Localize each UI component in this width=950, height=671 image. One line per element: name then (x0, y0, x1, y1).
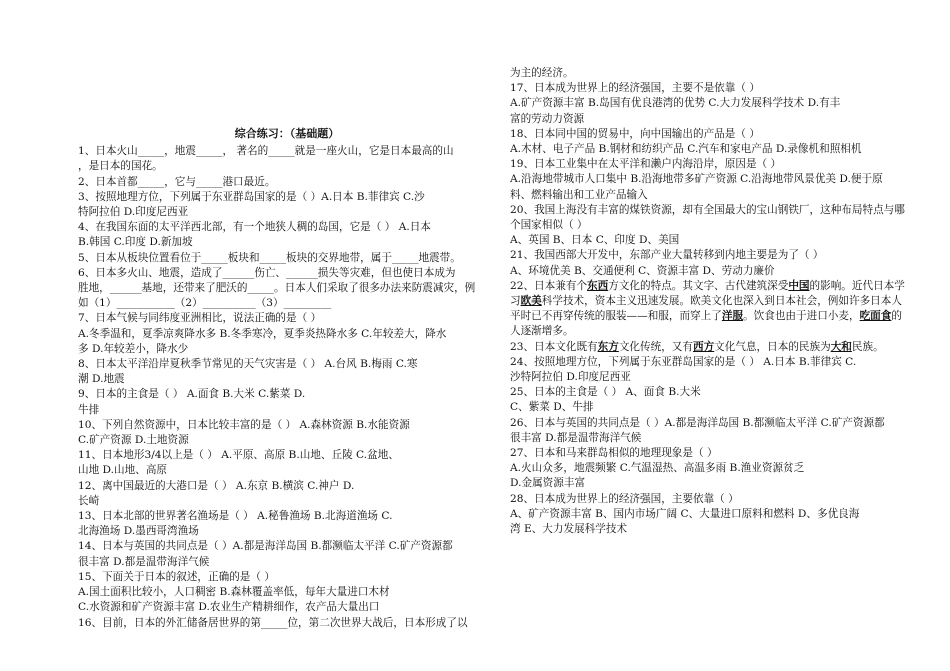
question-line: 13、日本北部的世界著名渔场是（ ） A.秘鲁渔场 B.北海道渔场 C. (78, 510, 393, 523)
question-line: A.冬季温和，夏季凉爽降水多 B.冬季寒冷，夏季炎热降水多 C.年较差大，降水 (78, 327, 447, 340)
question-line: 25、日本的主食是（ ） A、面食 B.大米 (510, 386, 701, 399)
q23-line: 23、日本文化既有东方文化传统，又有西方文化气息，日本的民族为大和民族。 (510, 340, 884, 353)
question-line: ，是日本的国花。 (78, 160, 163, 173)
answer-text: 西方 (692, 340, 715, 353)
left-question-lines (78, 144, 496, 631)
question-line: 胜地，______基地，还带来了肥沃的_____。日本人们采取了很多办法来防震减灾，例 (78, 282, 476, 295)
question-line: 富的劳动力资源 (510, 112, 585, 125)
question-line: 潮 D.地震 (78, 373, 125, 386)
question-line: 1、日本火山_____，地震_____， 著名的_____就是一座火山，它是日本最高的山 (78, 145, 454, 158)
question-line: 16、目前，日本的外汇储备居世界的第_____位，第二次世界大战后，日本形成了以 (78, 616, 468, 629)
question-line: 10、下列自然资源中，日本比较丰富的是（ ） A.森林资源 B.水能资源 (78, 418, 410, 431)
q22-line-1: 22、日本兼有个东西方文化的特点。其文字、古代建筑深受中国的影响。近代日本学 (510, 279, 905, 292)
question-line: 28、日本成为世界上的经济强国，主要依靠（ ） (510, 492, 739, 505)
question-line: 15、下面关于日本的叙述，正确的是（ ） (78, 570, 275, 583)
question-line: 24、按照地理方位，下列属于东亚群岛国家的是（ ） A.日本 B.菲律宾 C. (510, 355, 857, 368)
question-line: 很丰富 D.都是温带海洋气候 (78, 555, 210, 568)
page-title: 综合练习：（基础题） (234, 127, 340, 140)
question-line: A.木材、电子产品 B.钢材和纺织产品 C.汽车和家电产品 D.录像机和照相机 (510, 143, 862, 156)
question-line: 多 D.年较差小，降水少 (78, 342, 189, 355)
question-line: 18、日本同中国的贸易中，向中国输出的产品是（ ） (510, 127, 760, 140)
question-line: 湾 E、大力发展科学技术 (510, 523, 628, 536)
answer-text: 中国 (788, 279, 810, 292)
question-line: C、紫菜 D、牛排 (510, 401, 594, 414)
question-line: 4、在我国东面的太平洋西北部，有一个地狭人稠的岛国，它是（ ） A.日本 (78, 221, 431, 234)
q22-line-4: 人逐渐增多。 (510, 325, 574, 338)
right-column (510, 66, 922, 537)
question-line: 17、日本成为世界上的经济强国，主要不是依靠（ ） (510, 82, 760, 95)
answer-text: 大和 (830, 340, 852, 353)
question-line: A、英国 B、日本 C、印度 D、美国 (510, 234, 680, 247)
question-line: 26、日本与英国的共同点是（ ）A.都是海洋岛国 B.都濒临太平洋 C.矿产资源都 (510, 416, 885, 429)
question-line: 长崎 (78, 494, 100, 507)
q22-line-3: 平时已不再穿传统的服装——和服，而穿上了洋服。饮食也由于进口小麦，吃面食的 (510, 310, 902, 323)
question-line: 牛排 (78, 403, 100, 416)
question-line: 山地 D.山地、高原 (78, 464, 168, 477)
question-line: 21、我国西部大开发中，东部产业大量转移到内地主要是为了（ ） (510, 249, 824, 262)
question-line: C.矿产资源 D.土地资源 (78, 434, 189, 447)
answer-text: 欧美 (520, 295, 542, 308)
question-line: 9、日本的主食是（ ） A.面食 B.大米 C.紫菜 D. (78, 388, 306, 401)
q22-line-2: 习欧美科学技术，资本主义迅速发展。欧美文化也深入到日本社会，例如许多日本人 (510, 295, 902, 308)
question-line: 5、日本从板块位置看位于_____板块和_____板块的交界地带，属于_____地震带。 (78, 251, 461, 264)
question-line: 如（1）___________（2）__________（3）_________ (78, 297, 332, 310)
question-line: 3、按照地理方位，下列属于东亚群岛国家的是（ ）A.日本 B.菲律宾 C.沙 (78, 190, 425, 203)
answer-text: 洋服 (721, 310, 744, 323)
question-line: 27、日本和马来群岛相似的地理现象是（ ） (510, 447, 718, 460)
question-line: 特阿拉伯 D.印度尼西亚 (78, 206, 189, 219)
question-line: 8、日本太平洋沿岸夏秋季节常见的天气灾害是（ ） A.台风 B.梅雨 C.寒 (78, 358, 418, 371)
question-line: A、矿产资源丰富 B、国内市场广阔 C、大量进口原料和燃料 D、多优良海 (510, 507, 860, 520)
question-line: 19、日本工业集中在太平洋和濑户内海沿岸，原因是（ ） (510, 158, 782, 171)
question-line: 11、日本地形3/4以上是（ ） A.平原、高原 B.山地、丘陵 C.盆地、 (78, 449, 399, 462)
right-question-lines-a (510, 66, 922, 279)
answer-text: 吃面食 (859, 310, 892, 323)
question-line: A.国土面积比较小，人口稠密 B.森林覆盖率低，每年大量进口木材 (78, 586, 390, 599)
question-line: 北海渔场 D.墨西哥湾渔场 (78, 525, 199, 538)
left-column (78, 126, 496, 631)
question-line: B.韩国 C.印度 D.新加坡 (78, 236, 193, 249)
question-line: 7、日本气候与同纬度亚洲相比，说法正确的是（ ） (78, 312, 322, 325)
question-line: 2、日本首都_____，它与_____港口最近。 (78, 175, 276, 188)
question-line: A.沿海地带城市人口集中 B.沿海地带多矿产资源 C.沿海地带风景优美 D.便于原 (510, 173, 883, 186)
question-line: 12、离中国最近的大港口是（ ） A.东京 B.横滨 C.神户 D. (78, 479, 355, 492)
question-line: 6、日本多火山、地震，造成了______伤亡、______损失等灾难，但也使日本成为 (78, 266, 456, 279)
answer-text: 东方 (597, 340, 619, 353)
question-line: 沙特阿拉伯 D.印度尼西亚 (510, 371, 631, 384)
question-line: 料、燃料输出和工业产品输入 (510, 188, 648, 201)
question-line: 20、我国上海没有丰富的煤铁资源，却有全国最大的宝山钢铁厂，这种布局特点与哪 (510, 203, 905, 216)
question-line: 很丰富 D.都是温带海洋气候 (510, 431, 642, 444)
question-line: A.矿产资源丰富 B.岛国有优良港湾的优势 C.大力发展科学技术 D.有丰 (510, 97, 841, 110)
question-line: 为主的经济。 (510, 67, 574, 79)
question-line: 14、日本与英国的共同点是（ ）A.都是海洋岛国 B.都濒临太平洋 C.矿产资源都 (78, 540, 453, 553)
question-line: A.火山众多，地震频繁 C.气温湿热、高温多雨 B.渔业资源贫乏 (510, 462, 805, 475)
question-line: D.金属资源丰富 (510, 477, 586, 490)
answer-text: 东西 (587, 279, 609, 292)
right-question-lines-b (510, 355, 922, 537)
question-line: A、环境优美 B、交通便利 C、资源丰富 D、劳动力廉价 (510, 264, 775, 277)
question-line: C.水资源和矿产资源丰富 D.农业生产精耕细作，农产品大量出口 (78, 601, 380, 614)
question-line: 个国家相似（ ） (510, 219, 588, 232)
